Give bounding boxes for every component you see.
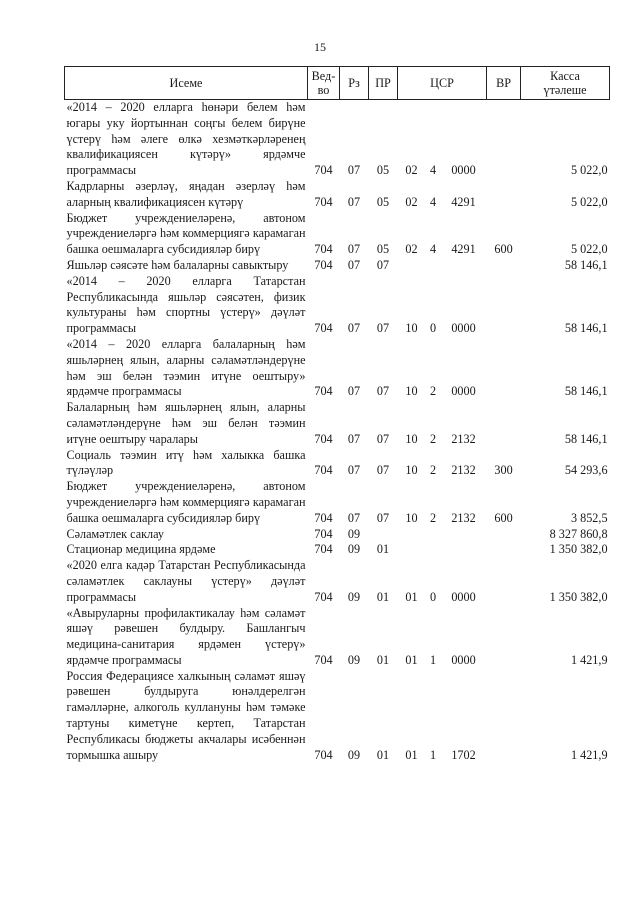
cell-name: Бюджет учреждениеләренә, автоном учреждениеләргә һәм коммерциягә карамаган башка оешмаларга субсидияләр бирү — [66, 479, 306, 525]
table-row — [65, 669, 610, 764]
cell-ved: 704 — [314, 747, 333, 762]
cell-amount: 8 327 860,8 — [549, 526, 608, 541]
cell-vr — [487, 400, 521, 447]
cell-amount: 5 022,0 — [570, 163, 608, 178]
cell-vr — [487, 179, 521, 211]
column-header-csr: ЦСР — [398, 67, 487, 100]
cell-csr3: 0000 — [451, 163, 476, 178]
cell-csr1 — [398, 258, 426, 274]
cell-name: Стационар медицина ярдәме — [66, 542, 216, 557]
column-header-rz: Рз — [340, 67, 369, 100]
cell-vr — [487, 606, 521, 669]
table-header-row — [65, 67, 610, 100]
cell-csr3: 2132 — [451, 510, 476, 525]
cell-ved: 704 — [314, 384, 333, 399]
cell-csr2 — [426, 258, 441, 274]
cell-ved: 704 — [314, 257, 333, 272]
cell-vr — [487, 100, 521, 179]
cell-pr: 05 — [376, 242, 390, 257]
cell-rz: 07 — [347, 321, 361, 336]
cell-amount: 1 421,9 — [570, 747, 608, 762]
cell-pr: 07 — [376, 384, 390, 399]
cell-csr3: 0000 — [451, 384, 476, 399]
cell-ved: 704 — [314, 542, 333, 557]
cell-csr2 — [426, 527, 441, 543]
cell-name: «2020 елга кадәр Татарстан Республикасында сәламәтлек саклауны үстерү» дәүләт программасы — [66, 558, 306, 604]
cell-csr1: 10 — [405, 463, 418, 478]
cell-csr3 — [441, 258, 487, 274]
cell-pr — [369, 527, 398, 543]
cell-pr: 01 — [376, 747, 390, 762]
cell-vr — [487, 337, 521, 400]
cell-name: Яшьләр сәясәте һәм балаларны савыктыру — [66, 257, 289, 272]
cell-rz: 07 — [347, 194, 361, 209]
cell-csr2: 4 — [429, 163, 437, 178]
page-number: 15 — [314, 40, 326, 54]
cell-csr1: 10 — [405, 431, 418, 446]
cell-rz: 09 — [347, 542, 361, 557]
cell-csr1: 01 — [405, 747, 418, 762]
table-row — [65, 179, 610, 211]
cell-ved: 704 — [314, 526, 333, 541]
cell-csr2: 4 — [429, 242, 437, 257]
cell-pr: 01 — [376, 652, 390, 667]
cell-ved: 704 — [314, 510, 333, 525]
table-body — [65, 100, 610, 764]
cell-csr1 — [398, 527, 426, 543]
cell-csr3: 2132 — [451, 463, 476, 478]
cell-amount: 3 852,5 — [570, 510, 608, 525]
cell-vr — [487, 669, 521, 764]
table-row — [65, 274, 610, 337]
cell-csr1: 02 — [405, 242, 418, 257]
cell-vr — [487, 527, 521, 543]
cell-rz: 09 — [347, 747, 361, 762]
cell-amount: 1 421,9 — [570, 652, 608, 667]
cell-csr3: 4291 — [451, 194, 476, 209]
cell-csr2: 0 — [429, 321, 437, 336]
cell-ved: 704 — [314, 463, 333, 478]
cell-name: «2014 – 2020 елларга Татарстан Республикасында яшьләр сәясәтен, физик культураны һәм спортны үстерү» дәүләт программасы — [66, 273, 306, 336]
cell-amount: 1 350 382,0 — [549, 542, 608, 557]
table-row — [65, 479, 610, 526]
cell-ved: 704 — [314, 652, 333, 667]
cell-amount: 58 146,1 — [564, 257, 608, 272]
cell-vr: 600 — [494, 510, 513, 525]
cell-vr — [487, 274, 521, 337]
column-header-pr: ПР — [369, 67, 398, 100]
cell-csr3 — [441, 542, 487, 558]
cell-rz: 09 — [347, 652, 361, 667]
cell-ved: 704 — [314, 163, 333, 178]
cell-pr: 01 — [376, 542, 390, 557]
cell-csr3: 4291 — [451, 242, 476, 257]
cell-vr — [487, 558, 521, 605]
table-row — [65, 100, 610, 179]
cell-pr: 07 — [376, 510, 390, 525]
cell-amount: 58 146,1 — [564, 431, 608, 446]
table-row — [65, 558, 610, 605]
cell-name: «2014 – 2020 елларга һөнәри белем һәм югары уку йортыннан соңгы белем бирүне үстерү һәм әлеге өлкә хезмәткәрләренең квалификациясен күтәрү» ярдәмче программасы — [66, 100, 306, 178]
table-row — [65, 258, 610, 274]
cell-rz: 07 — [347, 163, 361, 178]
cell-csr1: 01 — [405, 589, 418, 604]
table-row — [65, 606, 610, 669]
column-header-name: Исеме — [65, 67, 308, 100]
cell-name: Бюджет учреждениеләренә, автоном учреждениеләргә һәм коммерциягә карамаган башка оешмаларга субсидияләр бирү — [66, 210, 306, 257]
cell-vr: 600 — [494, 242, 513, 257]
cell-ved: 704 — [314, 589, 333, 604]
cell-csr3: 0000 — [451, 652, 476, 667]
cell-csr2: 0 — [429, 589, 437, 604]
cell-vr — [487, 258, 521, 274]
budget-table — [64, 66, 610, 763]
cell-rz: 07 — [347, 384, 361, 399]
cell-rz: 07 — [347, 463, 361, 478]
cell-csr1: 10 — [405, 510, 418, 525]
cell-rz: 07 — [347, 431, 361, 446]
cell-csr3: 1702 — [451, 747, 476, 762]
column-header-amount: Касса үтәлеше — [521, 67, 610, 100]
cell-rz: 07 — [347, 242, 361, 257]
cell-csr3 — [441, 527, 487, 543]
cell-amount: 54 293,6 — [564, 463, 608, 478]
cell-csr2: 2 — [429, 431, 437, 446]
cell-vr — [487, 542, 521, 558]
cell-csr1: 02 — [405, 194, 418, 209]
cell-rz: 09 — [347, 589, 361, 604]
cell-csr1: 01 — [405, 652, 418, 667]
table-row — [65, 448, 610, 480]
cell-rz: 07 — [347, 510, 361, 525]
cell-name: Балаларның һәм яшьләрнең ялын, аларны сәламәтләндерүне һәм эш белән тәэмин итүне оештыру чаралары — [66, 400, 306, 446]
cell-csr2: 4 — [429, 194, 437, 209]
cell-name: «2014 – 2020 елларга балаларның һәм яшьләрнең ялын, аларны сәламәтләндерүне һәм эш белән тәэмин итүне оештыру» ярдәмче программасы — [66, 336, 306, 399]
cell-amount: 5 022,0 — [570, 242, 608, 257]
column-header-vr: ВР — [487, 67, 521, 100]
cell-csr2: 1 — [429, 652, 437, 667]
table-row — [65, 542, 610, 558]
cell-amount: 1 350 382,0 — [549, 589, 608, 604]
cell-csr1: 02 — [405, 163, 418, 178]
cell-csr2 — [426, 542, 441, 558]
cell-csr3: 2132 — [451, 431, 476, 446]
cell-pr: 05 — [376, 163, 390, 178]
cell-ved: 704 — [314, 431, 333, 446]
cell-csr2: 2 — [429, 384, 437, 399]
cell-name: Социаль тәэмин итү һәм халыкка башка түләүләр — [66, 447, 306, 478]
cell-ved: 704 — [314, 194, 333, 209]
cell-rz: 09 — [347, 526, 361, 541]
cell-csr2: 2 — [429, 510, 437, 525]
cell-csr3: 0000 — [451, 321, 476, 336]
cell-csr3: 0000 — [451, 589, 476, 604]
cell-amount: 58 146,1 — [564, 321, 608, 336]
cell-csr2: 2 — [429, 463, 437, 478]
cell-pr: 07 — [376, 321, 390, 336]
cell-name: Сәламәтлек саклау — [66, 526, 164, 541]
cell-ved: 704 — [314, 321, 333, 336]
cell-pr: 01 — [376, 589, 390, 604]
cell-csr1: 10 — [405, 384, 418, 399]
cell-name: Россия Федерациясе халкының сәламәт яшәү рәвешен булдыруга юнәлдерелгән гамәлләрне, алкоголь куллануны һәм тәмәке тартуны киметүне кертеп, Татарстан Республикасы бюджеты акчалары исәбеннән тормышка ашыру — [66, 668, 306, 762]
cell-pr: 07 — [376, 463, 390, 478]
cell-pr: 05 — [376, 194, 390, 209]
cell-amount: 58 146,1 — [564, 384, 608, 399]
cell-pr: 07 — [376, 257, 390, 272]
column-header-ved: Вед- во — [308, 67, 340, 100]
table-row — [65, 337, 610, 400]
cell-csr1: 10 — [405, 321, 418, 336]
cell-csr2: 1 — [429, 747, 437, 762]
cell-csr1 — [398, 542, 426, 558]
table-row — [65, 211, 610, 258]
cell-vr: 300 — [494, 463, 513, 478]
table-row — [65, 400, 610, 447]
cell-amount: 5 022,0 — [570, 194, 608, 209]
cell-pr: 07 — [376, 431, 390, 446]
cell-ved: 704 — [314, 242, 333, 257]
cell-name: «Авыруларны профилактикалау һәм сәламәт яшәү рәвешен булдыру. Башлангыч медицина-санитария ярдәмен үстерү» ярдәмче программасы — [66, 605, 306, 667]
cell-rz: 07 — [347, 257, 361, 272]
cell-name: Кадрларны әзерләү, яңадан әзерләү һәм аларның квалификациясен күтәрү — [66, 178, 306, 209]
table-row — [65, 527, 610, 543]
